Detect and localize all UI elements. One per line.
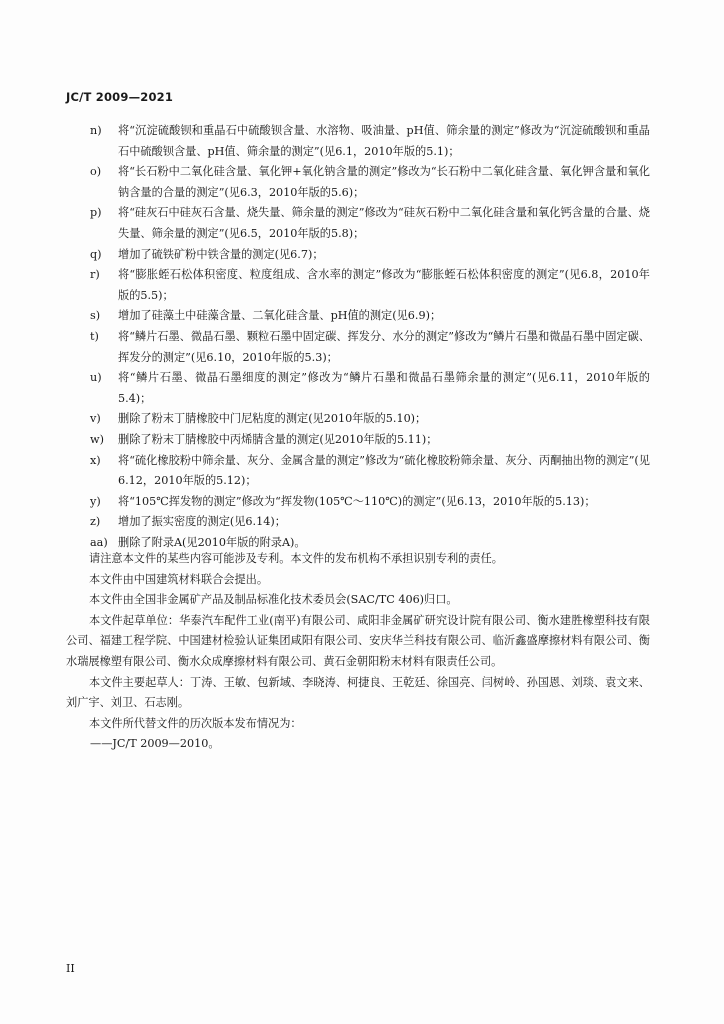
list-item-label: w) xyxy=(90,432,104,446)
list-item-text: 增加了硅藻土中硅藻含量、二氧化硅含量、pH值的测定(见6.9)； xyxy=(118,309,442,323)
change-list-item xyxy=(90,162,650,203)
list-item-text: 增加了硫铁矿粉中铁含量的测定(见6.7)； xyxy=(118,247,324,261)
foreword-paragraphs xyxy=(66,549,650,755)
list-item-label: x) xyxy=(90,453,101,467)
foreword-paragraph: 请注意本文件的某些内容可能涉及专利。本文件的发布机构不承担识别专利的责任。 xyxy=(89,552,503,565)
list-item-text: 将“鳞片石墨、微晶石墨细度的测定”修改为“鳞片石墨和微晶石墨筛余量的测定”(见6.11，2010年版的5.4)； xyxy=(118,371,650,405)
list-item-text: 将“105℃挥发物的测定”修改为“挥发物(105℃～110℃)的测定”(见6.13，2010年版的5.13)； xyxy=(118,494,596,508)
foreword-paragraph: 本文件主要起草人：丁涛、王敏、包新域、李晓涛、柯捷良、王乾廷、徐国亮、闫树岭、孙国恩、刘琰、袁文来、刘广宇、刘卫、石志刚。 xyxy=(66,675,650,710)
change-list-item xyxy=(90,368,650,409)
foreword-paragraph: 本文件所代替文件的历次版本发布情况为： xyxy=(89,716,302,730)
foreword-paragraph: 本文件由全国非金属矿产品及制品标准化技术委员会(SAC/TC 406)归口。 xyxy=(89,593,458,607)
list-item-text: 将“膨胀蛭石松体积密度、粒度组成、含水率的测定”修改为“膨胀蛭石松体积密度的测定”(见6.8，2010年版的5.5)； xyxy=(118,268,650,302)
page-number: II xyxy=(66,962,75,975)
document-code-header: JC/T 2009—2021 xyxy=(66,90,174,104)
list-item-label: z) xyxy=(90,515,101,529)
foreword-paragraph: 本文件起草单位：华泰汽车配件工业(南平)有限公司、咸阳非金属矿研究设计院有限公司、衡水建胜橡塑科技有限公司、福建工程学院、中国建材检验认证集团咸阳有限公司、安庆华兰科技有限公司、临沂鑫盛摩擦材料有限公司、衡水瑞展橡塑有限公司、衡水众成摩擦材料有限公司、黄石金朝阳粉末材料有限责任公司。 xyxy=(66,613,650,668)
list-item-label: aa) xyxy=(90,535,108,549)
foreword-paragraph: ——JC/T 2009—2010。 xyxy=(90,737,220,751)
list-item-label: y) xyxy=(90,494,101,508)
list-item-text: 删除了粉末丁腈橡胶中丙烯腈含量的测定(见2010年版的5.11)； xyxy=(118,432,438,446)
list-item-label: u) xyxy=(90,371,102,385)
list-item-text: 增加了振实密度的测定(见6.14)； xyxy=(118,515,286,529)
list-item-text: 删除了粉末丁腈橡胶中门尼粘度的测定(见2010年版的5.10)； xyxy=(118,412,427,426)
change-list-item xyxy=(90,121,650,162)
change-list-item xyxy=(90,327,650,368)
list-item-label: r) xyxy=(90,268,100,282)
list-item-text: 删除了附录A(见2010年版的附录A)。 xyxy=(118,535,306,549)
list-item-label: p) xyxy=(90,206,102,220)
change-list-item xyxy=(90,203,650,244)
list-item-text: 将“鳞片石墨、微晶石墨、颗粒石墨中固定碳、挥发分、水分的测定”修改为“鳞片石墨和微晶石墨中固定碳、挥发分的测定”(见6.10，2010年版的5.3)； xyxy=(118,329,650,364)
list-item-label: v) xyxy=(90,412,101,426)
list-item-label: o) xyxy=(90,165,102,179)
change-list-item xyxy=(90,306,650,327)
foreword-paragraph: 本文件由中国建筑材料联合会提出。 xyxy=(89,572,269,586)
list-item-label: q) xyxy=(90,247,102,261)
list-item-text: 将“沉淀硫酸钡和重晶石中硫酸钡含量、水溶物、吸油量、pH值、筛余量的测定”修改为“沉淀硫酸钡和重晶石中硫酸钡含量、pH值、筛余量的测定”(见6.1，2010年版的5.1)； xyxy=(118,124,650,158)
list-item-label: n) xyxy=(90,124,102,137)
list-item-text: 将“硅灰石中硅灰石含量、烧失量、筛余量的测定”修改为“硅灰石粉中二氧化硅含量和氧化钙含量的合量、烧失量、筛余量的测定”(见6.5，2010年版的5.8)； xyxy=(118,206,650,240)
change-list-item xyxy=(90,492,650,513)
change-list-item xyxy=(90,512,650,533)
change-list-item xyxy=(90,265,650,306)
list-item-text: 将“长石粉中二氧化硅含量、氧化钾+氧化钠含量的测定”修改为“长石粉中二氧化硅含量、氧化钾含量和氧化钠含量的合量的测定”(见6.3，2010年版的5.6)； xyxy=(118,165,650,199)
change-list-item xyxy=(90,409,650,430)
list-item-label: s) xyxy=(90,309,101,323)
change-list-item xyxy=(90,430,650,451)
change-list xyxy=(90,121,650,553)
list-item-text: 将“硫化橡胶粉中筛余量、灰分、金属含量的测定”修改为“硫化橡胶粉筛余量、灰分、丙酮抽出物的测定”(见6.12，2010年版的5.12)； xyxy=(118,453,650,488)
change-list-item xyxy=(90,245,650,266)
list-item-label: t) xyxy=(90,329,99,343)
change-list-item xyxy=(90,451,650,492)
